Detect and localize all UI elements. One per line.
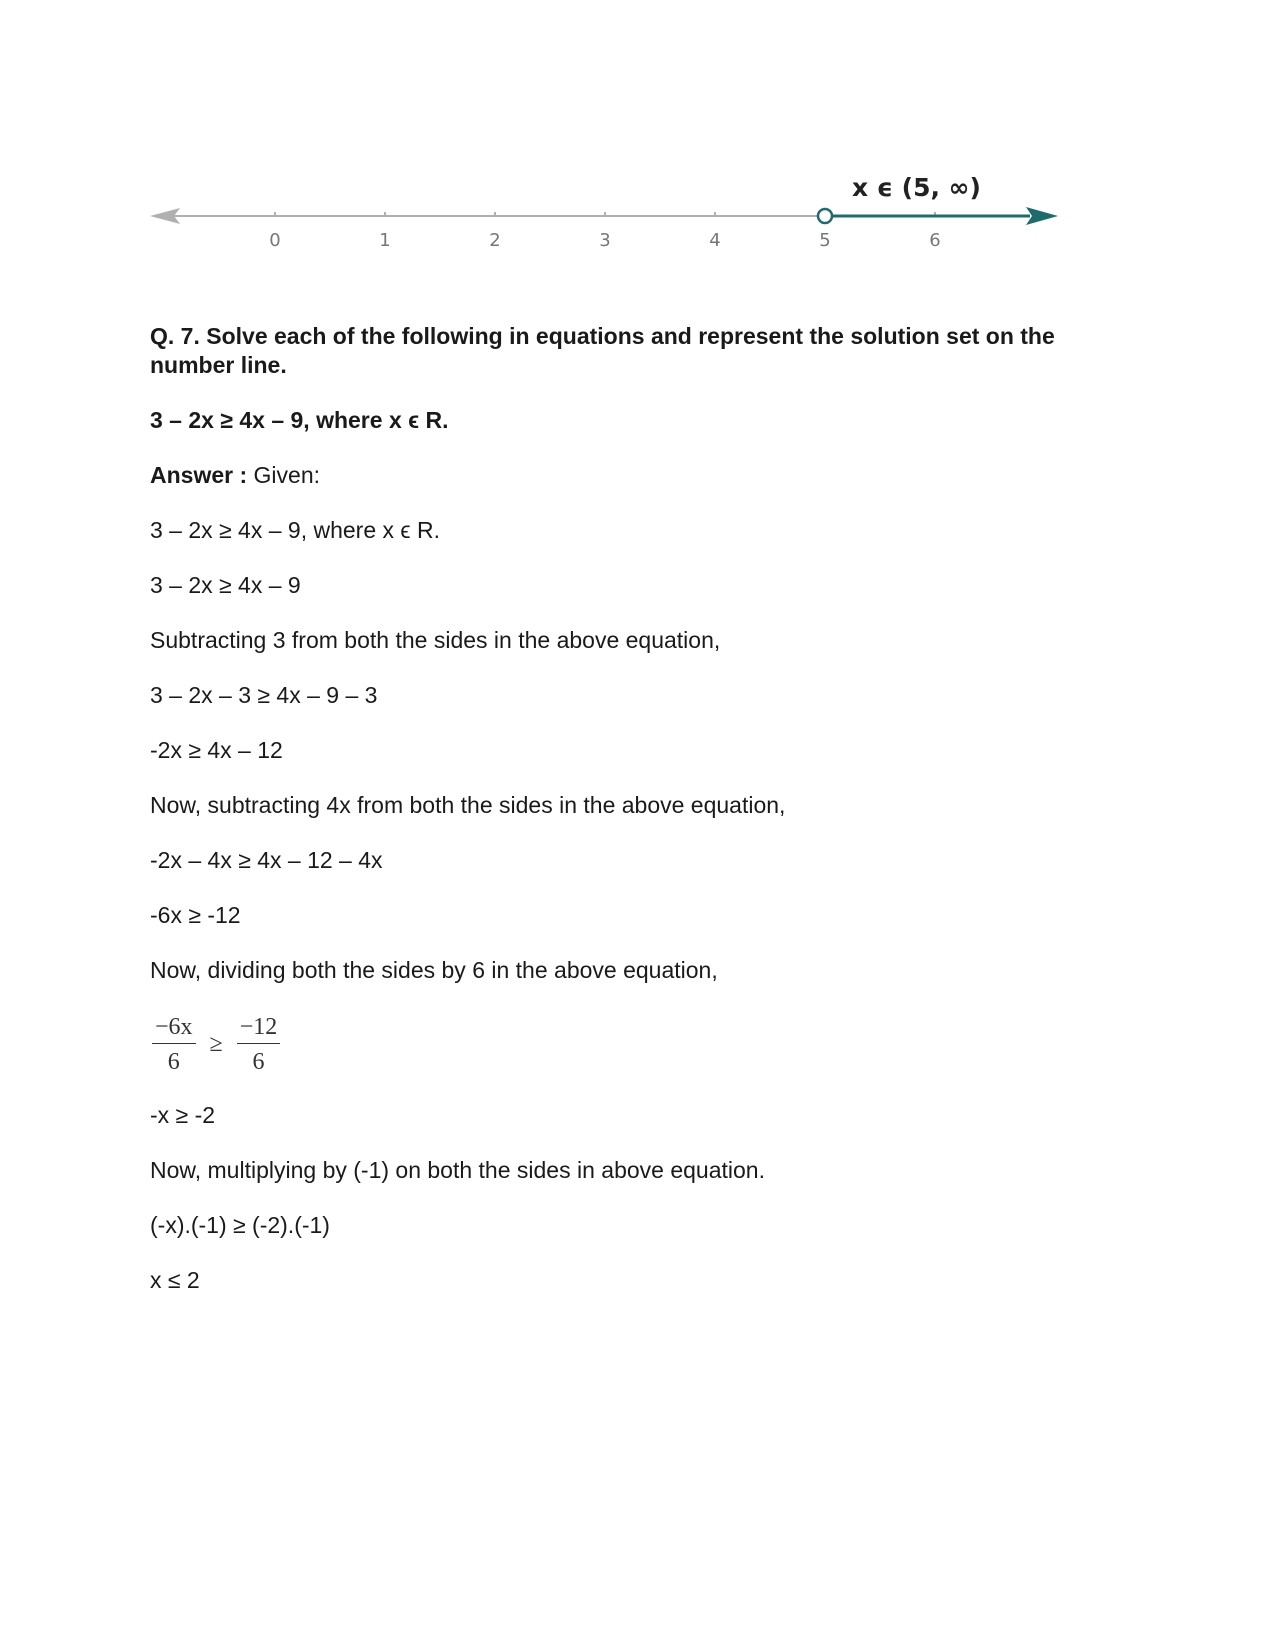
tick-label: 0: [269, 230, 281, 251]
solution-ray: [818, 207, 1058, 225]
number-line-ticks: [269, 212, 940, 251]
tick-label: 5: [819, 230, 831, 251]
document-body: [150, 322, 1110, 1295]
answer-intro: [150, 461, 1110, 490]
step-7: -2x – 4x ≥ 4x – 12 – 4x: [150, 847, 383, 873]
step-9: Now, dividing both the sides by 6 in the above equation,: [150, 957, 718, 983]
tick-label: 4: [709, 230, 721, 251]
tick-label: 6: [929, 230, 941, 251]
left-numerator: −6x: [152, 1013, 196, 1044]
tick-label: 1: [379, 230, 391, 251]
tick-label: 3: [599, 230, 611, 251]
interval-label: x ϵ (5, ∞): [852, 173, 981, 202]
step-6: Now, subtracting 4x from both the sides in the above equation,: [150, 792, 786, 818]
fraction-inequality: [150, 1005, 1110, 1083]
problem-statement: 3 – 2x ≥ 4x – 9, where x ϵ R.: [150, 407, 449, 433]
step-13: x ≤ 2: [150, 1267, 200, 1293]
step-8: -6x ≥ -12: [150, 902, 241, 928]
step-5: -2x ≥ 4x – 12: [150, 737, 283, 763]
answer-given: Given:: [247, 462, 321, 488]
left-denominator: 6: [167, 1048, 180, 1075]
tick-label: 2: [489, 230, 501, 251]
step-3: Subtracting 3 from both the sides in the above equation,: [150, 627, 721, 653]
question-title: Q. 7. Solve each of the following in equations and represent the solution set on the number line.: [150, 323, 1055, 378]
answer-label: Answer :: [150, 462, 248, 488]
open-circle-icon: [818, 209, 832, 223]
number-line-figure: [140, 160, 1120, 270]
step-1: 3 – 2x ≥ 4x – 9, where x ϵ R.: [150, 517, 440, 543]
right-denominator: 6: [252, 1048, 265, 1075]
right-fraction: [235, 1013, 283, 1076]
step-2: 3 – 2x ≥ 4x – 9: [150, 572, 301, 598]
step-10: -x ≥ -2: [150, 1102, 216, 1128]
step-11: Now, multiplying by (-1) on both the sides in above equation.: [150, 1157, 765, 1183]
step-12: (-x).(-1) ≥ (-2).(-1): [150, 1212, 330, 1238]
left-fraction: [150, 1013, 198, 1076]
right-numerator: −12: [237, 1013, 281, 1044]
fraction-operator: ≥: [209, 1030, 223, 1057]
right-arrow-icon: [1026, 207, 1058, 225]
step-4: 3 – 2x – 3 ≥ 4x – 9 – 3: [150, 682, 378, 708]
number-line-axis: [150, 208, 825, 224]
